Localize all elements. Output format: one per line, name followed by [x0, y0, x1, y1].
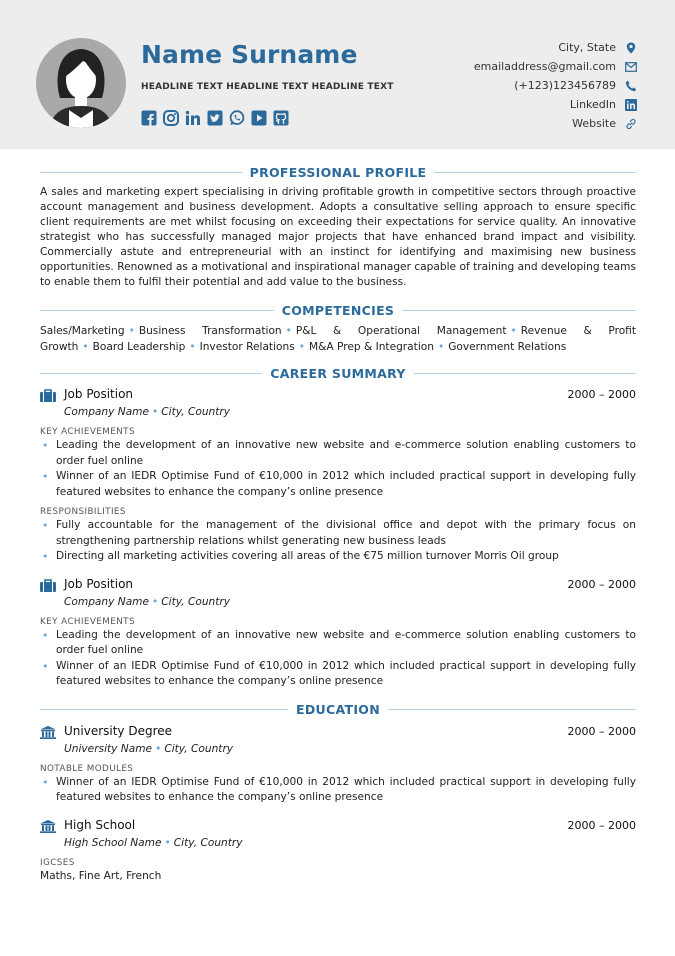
candidate-name: Name Surname — [141, 40, 358, 69]
job-entry — [40, 577, 636, 690]
competency-item: Business Transformation — [138, 325, 282, 337]
institution-line: University Name • City, Country — [64, 742, 234, 755]
whatsapp-icon[interactable] — [229, 110, 245, 126]
envelope-icon — [625, 61, 637, 73]
profile-text: A sales and marketing expert specialising in driving profitable growth in competitive sectors through proactive account management and business development. Adopts a consultative selling approach to ensure specific client requirements are met whilst focusing on exceeding their expectations for service quality. An innovative strategist who has successfully managed major projects that have enhanced brand impact and visibility. Commercially astute and entrepreneurial with an instinct for identifying and maximising new business opportunities. Renowned as a motivational and inspirational manager capable of training and developing teams to enable them to fulfil their potential and add value to the business. — [40, 186, 636, 288]
institution-icon — [40, 726, 56, 739]
education-entry — [40, 724, 636, 806]
job-company-line: Company Name • City, Country — [64, 595, 231, 608]
education-dates: 2000 – 2000 — [567, 818, 636, 832]
competency-item: Revenue & Profit Growth — [40, 325, 637, 353]
achievements-label: KEY ACHIEVEMENTS — [40, 427, 135, 438]
list-item: • Winner of an IEDR Optimise Fund of €10,000 in 2012 which included practical support in developing fully featured websites to enhance the company’s online presence — [40, 659, 636, 690]
responsibilities-list — [40, 518, 636, 565]
list-item: • Fully accountable for the management of the divisional office and depot with the primary focus on strengthening partnership relations whilst generating new business leads — [40, 518, 636, 549]
section-competencies-title: COMPETENCIES — [40, 298, 636, 322]
phone-icon — [625, 80, 637, 92]
modules-list — [40, 775, 636, 806]
competencies-list: Sales/Marketing • Business Transformation • P&L & Operational Management • Revenue & Profit Growth • Board Leadership • Investor Relations • M&A Prep & Integration • Government Relations — [40, 325, 637, 353]
linkedin-icon[interactable] — [185, 110, 201, 126]
competency-item: Board Leadership — [92, 340, 186, 353]
resume-body — [40, 160, 636, 884]
contact-phone[interactable] — [397, 76, 637, 95]
github-icon[interactable] — [273, 110, 289, 126]
igcse-label: IGCSES — [40, 857, 75, 868]
section-career-title: CAREER SUMMARY — [40, 361, 636, 385]
email-text[interactable]: emailaddress@gmail.com — [473, 60, 616, 73]
modules-label: NOTABLE MODULES — [40, 763, 134, 774]
linkedin-text[interactable]: LinkedIn — [569, 98, 616, 111]
link-icon — [625, 118, 637, 130]
contact-list — [397, 38, 637, 133]
institution-icon — [40, 820, 56, 833]
briefcase-icon — [40, 389, 56, 402]
location-text: City, State — [558, 41, 616, 54]
job-dates: 2000 – 2000 — [567, 388, 636, 402]
degree-title: University Degree — [64, 723, 173, 738]
instagram-icon[interactable] — [163, 110, 179, 126]
avatar — [36, 38, 126, 128]
competency-item: Government Relations — [448, 340, 567, 353]
linkedin-square-icon — [625, 99, 637, 111]
competency-item: Investor Relations — [199, 340, 295, 353]
contact-email[interactable] — [397, 57, 637, 76]
briefcase-icon — [40, 579, 56, 592]
phone-text[interactable]: (+123)123456789 — [514, 79, 616, 92]
job-title: Job Position — [64, 576, 134, 591]
website-text[interactable]: Website — [572, 117, 616, 130]
job-entry — [40, 387, 636, 565]
twitter-icon[interactable] — [207, 110, 223, 126]
achievements-list — [40, 438, 636, 500]
job-dates: 2000 – 2000 — [567, 577, 636, 591]
headline: HEADLINE TEXT HEADLINE TEXT HEADLINE TEXT — [141, 82, 394, 92]
competency-item: M&A Prep & Integration — [309, 340, 434, 353]
social-links — [141, 110, 289, 126]
education-entry — [40, 818, 636, 884]
list-item: • Leading the development of an innovative new website and e-commerce solution enabling customers to order fuel online — [40, 438, 636, 469]
map-pin-icon — [625, 42, 637, 54]
person-silhouette-icon — [36, 38, 126, 128]
education-dates: 2000 – 2000 — [567, 724, 636, 738]
achievements-label: KEY ACHIEVEMENTS — [40, 616, 135, 627]
responsibilities-label: RESPONSIBILITIES — [40, 507, 126, 518]
job-title: Job Position — [64, 387, 134, 402]
list-item: • Winner of an IEDR Optimise Fund of €10,000 in 2012 which included practical support in developing fully featured websites to enhance the company’s online presence — [40, 469, 636, 500]
job-company-line: Company Name • City, Country — [64, 406, 231, 419]
list-item: • Directing all marketing activities covering all areas of the €75 million turnover Morris Oil group — [40, 549, 636, 565]
contact-website[interactable] — [397, 114, 637, 133]
section-profile-title: PROFESSIONAL PROFILE — [40, 160, 636, 184]
header — [0, 0, 675, 149]
youtube-icon[interactable] — [251, 110, 267, 126]
institution-line: High School Name • City, Country — [64, 836, 243, 849]
list-item: • Winner of an IEDR Optimise Fund of €10,000 in 2012 which included practical support in developing fully featured websites to enhance the company’s online presence — [40, 775, 636, 806]
competency-item: Sales/Marketing — [40, 325, 125, 337]
igcse-subjects: Maths, Fine Art, French — [40, 869, 162, 882]
contact-location — [397, 38, 637, 57]
list-item: • Leading the development of an innovative new website and e-commerce solution enabling customers to order fuel online — [40, 628, 636, 659]
contact-linkedin[interactable] — [397, 95, 637, 114]
achievements-list — [40, 628, 636, 690]
facebook-icon[interactable] — [141, 110, 157, 126]
competency-item: P&L & Operational Management — [295, 325, 507, 337]
section-education-title: EDUCATION — [40, 698, 636, 722]
school-title: High School — [64, 817, 136, 832]
